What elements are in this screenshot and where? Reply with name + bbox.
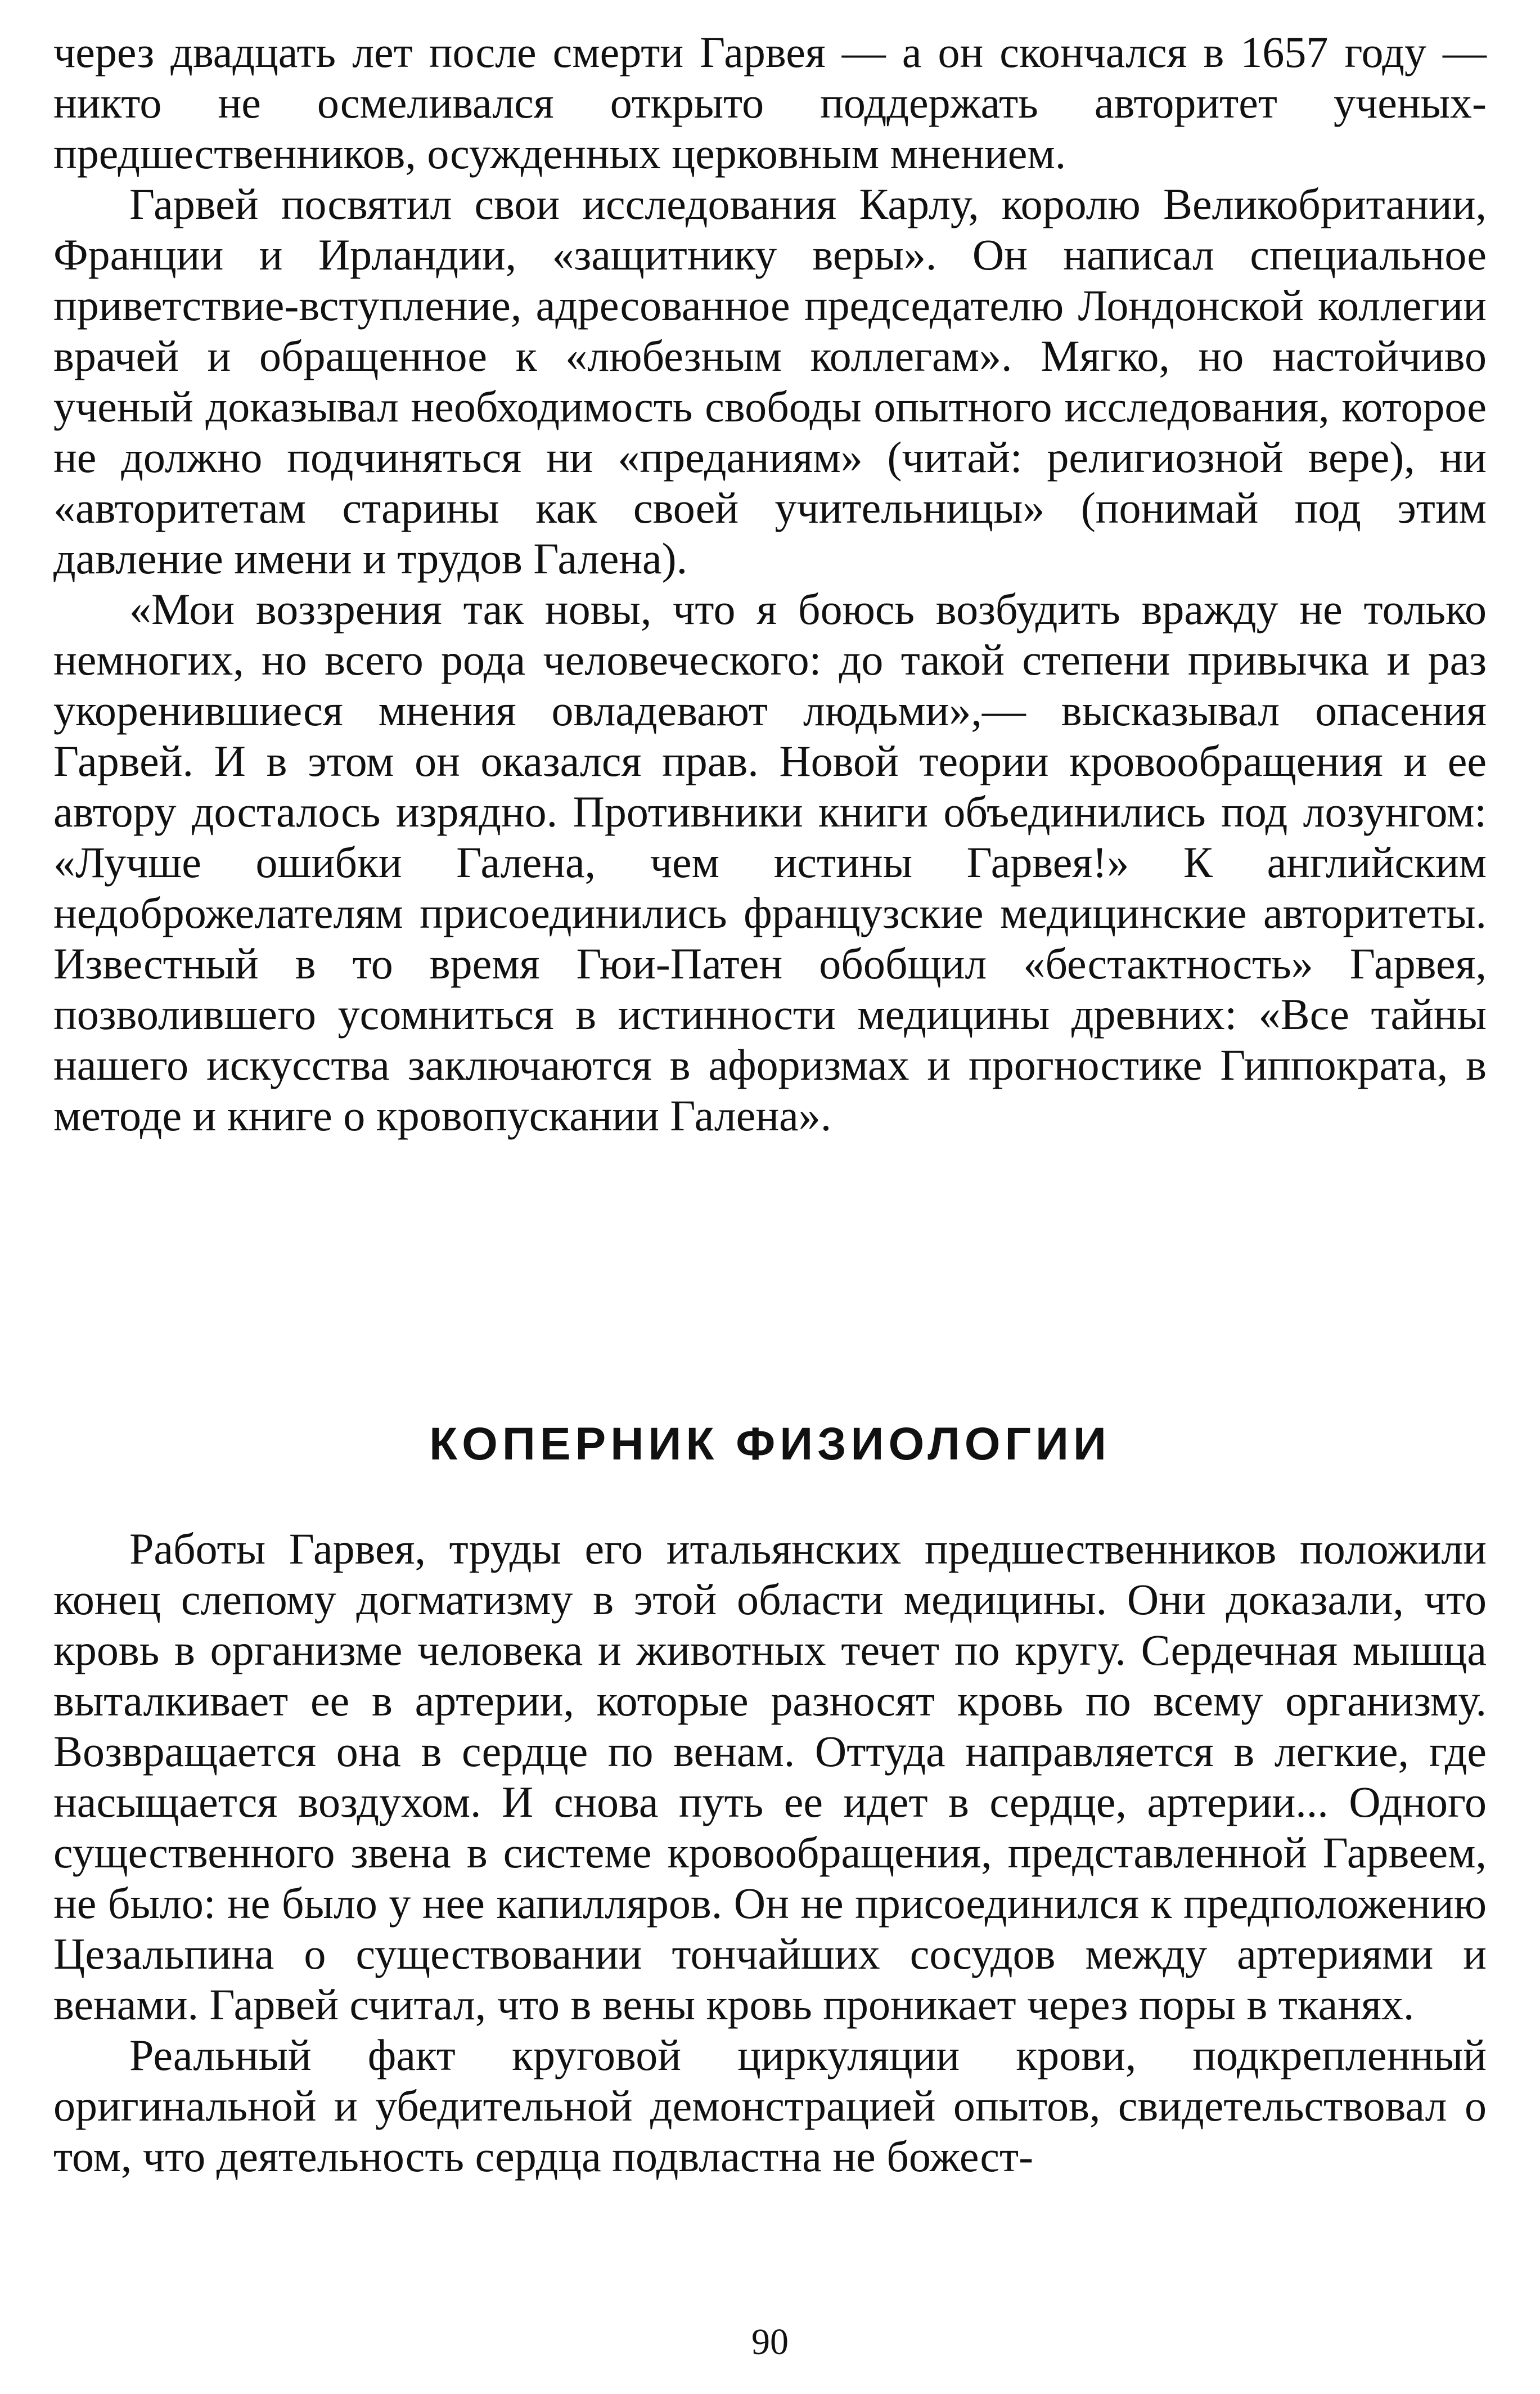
paragraph: Гарвей посвятил свои исследования Карлу, королю Великобритании, Франции и Ирландии, «защитнику веры». Он написал специальное приветствие-вступление, адресованное председателю Лондонской коллегии врачей и обращенное к «любезным коллегам». Мягко, но настойчиво ученый доказывал необходимость свободы опытного исследования, которое не должно подчиняться ни «преданиям» (читай: религиозной вере), ни «авторитетам старины как своей учительницы» (понимай под этим давление имени и трудов Галена). (53, 179, 1487, 583)
paragraph: Реальный факт круговой циркуляции крови, подкрепленный оригинальной и убедительной демонстрацией опытов, свидетельствовал о том, что деятельность сердца подвластна не божест- (53, 2031, 1487, 2181)
text-section-1 (53, 27, 1487, 1141)
paragraph-continuation: через двадцать лет после смерти Гарвея — а он скончался в 1657 году — никто не осмеливался открыто поддержать авторитет ученых-предшественников, осужденных церковным мнением. (53, 28, 1487, 178)
text-section-2 (53, 1524, 1487, 2182)
page-number: 90 (751, 2321, 789, 2362)
paragraph: Работы Гарвея, труды его итальянских предшественников положили конец слепому догматизму в этой области медицины. Они доказали, что кровь в организме человека и животных течет по кругу. Сердечная мышца выталкивает ее в артерии, которые разносят кровь по всему организму. Возвращается она в сердце по венам. Оттуда направляется в легкие, где насыщается воздухом. И снова путь ее идет в сердце, артерии... Одного существенного звена в системе кровообращения, представленной Гарвеем, не было: не было у нее капилляров. Он не присоединился к предположению Цезальпина о существовании тончайших сосудов между артериями и венами. Гарвей считал, что в вены кровь проникает через поры в тканях. (53, 1524, 1487, 2029)
section-heading: КОПЕРНИК ФИЗИОЛОГИИ (429, 1418, 1111, 1470)
paragraph: «Мои воззрения так новы, что я боюсь возбудить вражду не только немногих, но всего рода человеческого: до такой степени привычка и раз укоренившиеся мнения овладевают людьми»,— высказывал опасения Гарвей. И в этом он оказался прав. Новой теории кровообращения и ее автору досталось изрядно. Противники книги объединились под лозунгом: «Лучше ошибки Галена, чем истины Гарвея!» К английским недоброжелателям присоединились французские медицинские авторитеты. Известный в то время Гюи-Патен обобщил «бестактность» Гарвея, позволившего усомниться в истинности медицины древних: «Все тайны нашего искусства заключаются в афоризмах и прогностике Гиппократа, в методе и книге о кровопускании Галена». (53, 585, 1487, 1140)
